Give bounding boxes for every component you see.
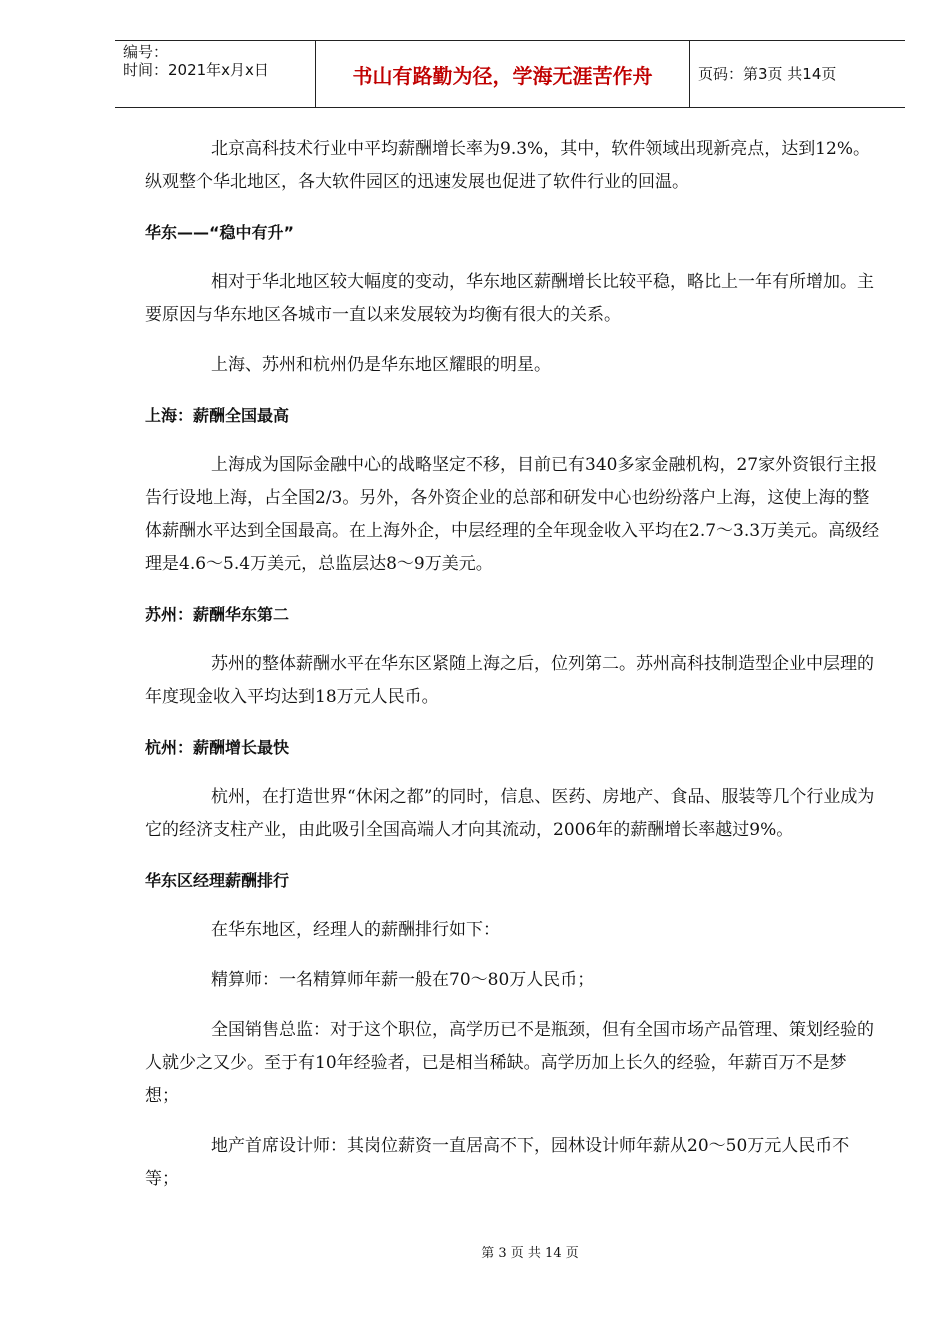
section-heading: 苏州：薪酬华东第二 [145, 605, 290, 624]
paragraph: 全国销售总监：对于这个职位，高学历已不是瓶颈，但有全国市场产品管理、策划经验的人就少之又少。至于有10年经验者，已是相当稀缺。高学历加上长久的经验，年薪百万不是梦想； [145, 1020, 874, 1106]
header-page-info: 页码：第3页 共14页 [698, 65, 837, 83]
paragraph: 地产首席设计师：其岗位薪资一直居高不下，园林设计师年薪从20～50万元人民币不等； [145, 1136, 850, 1189]
page-header [115, 40, 905, 108]
section-heading: 华东——“稳中有升” [145, 223, 295, 242]
paragraph: 杭州，在打造世界“休闲之都”的同时，信息、医药、房地产、食品、服装等几个行业成为它的经济支柱产业，由此吸引全国高端人才向其流动，2006年的薪酬增长率越过9%。 [145, 787, 875, 840]
page-footer: 第 3 页 共 14 页 [481, 1246, 579, 1261]
header-motto-cell [315, 41, 690, 107]
section-heading: 杭州：薪酬增长最快 [145, 738, 290, 757]
paragraph: 在华东地区，经理人的薪酬排行如下： [211, 920, 500, 940]
section-heading: 上海：薪酬全国最高 [145, 406, 290, 425]
paragraph: 相对于华北地区较大幅度的变动，华东地区薪酬增长比较平稳，略比上一年有所增加。主要原因与华东地区各城市一直以来发展较为均衡有很大的关系。 [145, 272, 874, 325]
paragraph: 北京高科技术行业中平均薪酬增长率为9.3%，其中，软件领域出现新亮点，达到12%。纵观整个华北地区，各大软件园区的迅速发展也促进了软件行业的回温。 [145, 139, 870, 192]
paragraph: 上海成为国际金融中心的战略坚定不移，目前已有340多家金融机构，27家外资银行主报告行设地上海，占全国2/3。另外，各外资企业的总部和研发中心也纷纷落户上海，这使上海的整体薪酬水平达到全国最高。在上海外企，中层经理的全年现金收入平均在2.7～3.3万美元。高级经理是4.6～5.4万美元，总监层达8～9万美元。 [145, 455, 880, 574]
header-meta-cell [115, 41, 315, 107]
document-number-label: 编号： [123, 43, 169, 61]
header-motto: 书山有路勤为径，学海无涯苦作舟 [352, 64, 653, 88]
paragraph: 精算师：一名精算师年薪一般在70～80万人民币； [211, 970, 595, 990]
document-time-label: 时间：2021年x月x日 [123, 61, 269, 79]
paragraph: 上海、苏州和杭州仍是华东地区耀眼的明星。 [211, 355, 551, 375]
header-page-cell [690, 41, 905, 107]
paragraph: 苏州的整体薪酬水平在华东区紧随上海之后，位列第二。苏州高科技制造型企业中层理的年度现金收入平均达到18万元人民币。 [145, 654, 874, 707]
document-body [145, 133, 880, 1213]
section-heading: 华东区经理薪酬排行 [145, 871, 290, 890]
